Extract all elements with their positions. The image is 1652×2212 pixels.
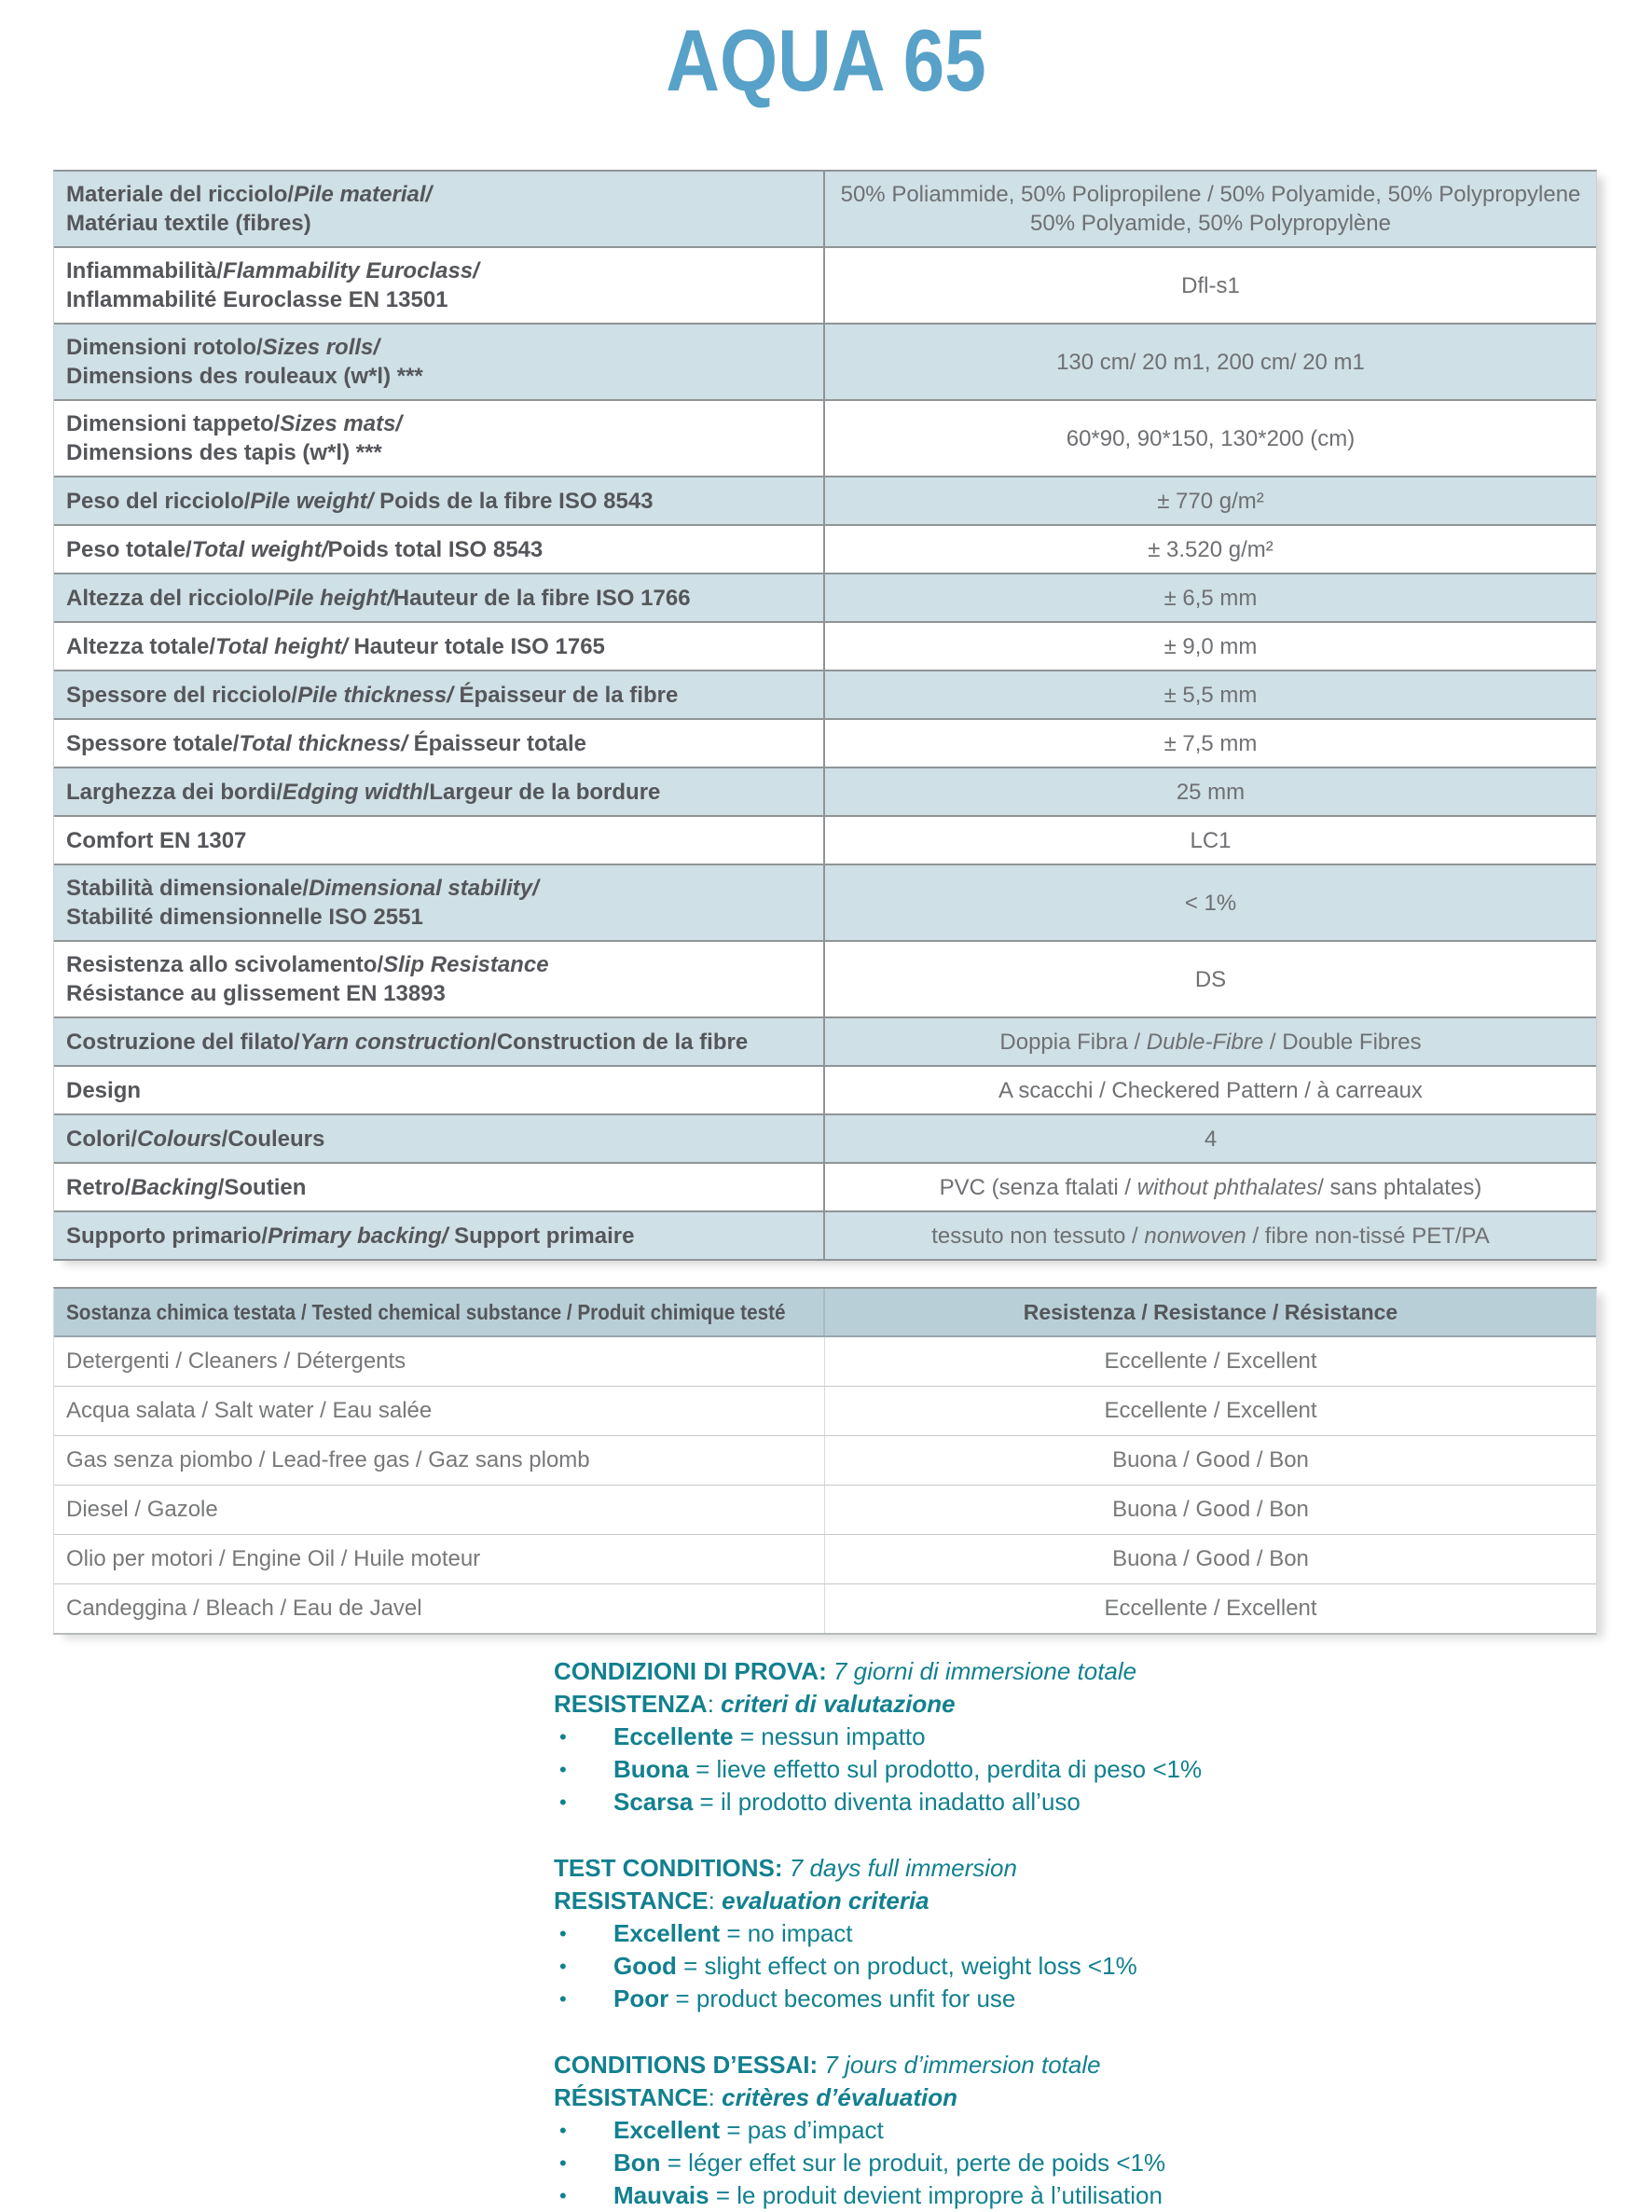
spec-table xyxy=(53,170,1597,1261)
bullet-term: Excellent xyxy=(613,1919,721,1947)
spec-row xyxy=(54,815,1596,864)
spec-row-value xyxy=(825,817,1596,864)
spec-row-value-text: tessuto non tessuto / nonwoven / fibre non-tissé PET/PA xyxy=(931,1223,1490,1249)
chem-table-body xyxy=(54,1337,1596,1633)
bullet-dot-icon: • xyxy=(559,1922,567,1945)
bullet-term: Poor xyxy=(613,1984,669,2012)
bullet-text xyxy=(613,1721,926,1753)
note-resistance-colon: : xyxy=(708,1887,723,1915)
spec-row-value xyxy=(825,248,1596,323)
bullet-term: Scarsa xyxy=(613,1788,694,1816)
note-resistance-label: RESISTANCE xyxy=(554,1887,709,1915)
bullet-rest: = slight effect on product, weight loss <1% xyxy=(676,1952,1137,1980)
spec-row-label xyxy=(54,623,825,670)
chem-substance-cell: Acqua salata / Salt water / Eau salée xyxy=(54,1387,825,1435)
spec-row-label-text: Costruzione del filato/Yarn construction/Construction de la fibre xyxy=(66,1029,749,1055)
chem-substance-cell: Detergenti / Cleaners / Détergents xyxy=(54,1337,825,1386)
spec-row-value xyxy=(825,1115,1596,1162)
spec-row-value xyxy=(825,526,1596,573)
chem-resistance-cell: Buona / Good / Bon xyxy=(1112,1497,1309,1522)
spec-row-value-text: < 1% xyxy=(1184,890,1237,916)
note-resistance-text xyxy=(722,2083,957,2111)
spec-row xyxy=(54,1016,1596,1065)
spec-row xyxy=(54,573,1596,621)
spec-row-value-text: ± 3.520 g/m² xyxy=(1148,536,1273,562)
spec-row-value xyxy=(825,325,1596,399)
spec-row-value-text: DS xyxy=(1194,966,1227,992)
spec-row-label xyxy=(54,401,825,476)
spec-row-value-text: PVC (senza ftalati / without phthalates/ sans phtalates) xyxy=(939,1174,1482,1200)
spec-row-value xyxy=(825,720,1596,767)
note-resistance-text xyxy=(722,1887,929,1915)
spec-row-value xyxy=(825,574,1596,621)
spec-row-label-text: Supporto primario/Primary backing/ Support primaire xyxy=(66,1223,635,1249)
bullet-dot-icon: • xyxy=(559,1758,567,1781)
spec-row-label xyxy=(54,817,825,864)
note-resistance-text xyxy=(721,1690,955,1718)
bullet-term: Excellent xyxy=(613,2116,721,2144)
chem-header-substance-label: Sostanza chimica testata / Tested chemical substance / Produit chimique testé xyxy=(66,1299,786,1324)
note-conditions-label: TEST CONDITIONS: xyxy=(554,1854,783,1882)
page-title: AQUA 65 xyxy=(666,11,986,109)
spec-row-label-text: Materiale del ricciolo/Pile material/ Matériau textile (fibres) xyxy=(66,182,433,236)
spec-row-label-text: Peso del ricciolo/Pile weight/ Poids de la fibre ISO 8543 xyxy=(66,488,654,514)
note-block xyxy=(554,1655,1652,1818)
chem-row xyxy=(54,1534,1596,1583)
bullet-rest: = nessun impatto xyxy=(733,1722,926,1750)
spec-row-label xyxy=(54,720,825,767)
spec-row-label-text: Spessore totale/Total thickness/ Épaisseur totale xyxy=(66,730,586,756)
bullet-term: Buona xyxy=(613,1755,689,1783)
spec-row-label-text: Altezza totale/Total height/ Hauteur totale ISO 1765 xyxy=(66,633,605,659)
chem-header-resistance: Resistenza / Resistance / Résistance xyxy=(1023,1299,1398,1324)
note-conditions-label: CONDIZIONI DI PROVA: xyxy=(554,1657,827,1685)
note-resistance-colon: : xyxy=(708,2083,723,2111)
note-conditions-line xyxy=(554,1852,1652,1885)
spec-row-value xyxy=(825,623,1596,670)
spec-row xyxy=(54,718,1596,767)
note-conditions-text: 7 giorni di immersione totale xyxy=(826,1657,1137,1685)
spec-row-label xyxy=(54,248,825,323)
spec-row xyxy=(54,940,1596,1016)
chem-row xyxy=(54,1583,1596,1633)
spec-row-value-text: 4 xyxy=(1204,1126,1218,1152)
bullet-dot-icon: • xyxy=(559,1955,567,1978)
bullet-rest: = léger effet sur le produit, perte de poids <1% xyxy=(660,2149,1166,2177)
spec-row-label xyxy=(54,325,825,399)
note-conditions-label: CONDITIONS D’ESSAI: xyxy=(554,2051,819,2079)
spec-row-label-text: Comfort EN 1307 xyxy=(66,827,247,853)
spec-row xyxy=(54,670,1596,718)
bullet-text xyxy=(613,1917,853,1950)
note-bullet xyxy=(554,2114,1652,2147)
note-resistance-text-italic: criteri di valutazione xyxy=(721,1690,956,1718)
note-bullet xyxy=(554,2179,1652,2212)
spec-row-value-text: Dfl-s1 xyxy=(1181,272,1240,298)
bullet-text xyxy=(613,1950,1137,1983)
note-resistance-line xyxy=(554,2081,1652,2114)
bullet-rest: = no impact xyxy=(720,1919,853,1947)
spec-row-label xyxy=(54,1067,825,1113)
bullet-term: Eccellente xyxy=(613,1722,734,1750)
spec-row-label-text: Dimensioni rotolo/Sizes rolls/ Dimensions des rouleaux (w*l) *** xyxy=(66,335,423,389)
spec-row-value-text: ± 770 g/m² xyxy=(1157,488,1264,514)
spec-row-label-text: Stabilità dimensionale/Dimensional stability/ Stabilité dimensionnelle ISO 2551 xyxy=(66,876,539,930)
spec-row-label xyxy=(54,1115,825,1162)
spec-row-label-text: Infiammabilità/Flammability Euroclass/ Inflammabilité Euroclasse EN 13501 xyxy=(66,258,479,312)
spec-row-value-text: 25 mm xyxy=(1176,779,1246,805)
spec-row-value-text: ± 5,5 mm xyxy=(1163,682,1258,708)
spec-row xyxy=(54,1162,1596,1210)
spec-row-label xyxy=(54,1018,825,1065)
chem-substance-cell: Diesel / Gazole xyxy=(54,1486,825,1534)
spec-row-value xyxy=(825,1164,1596,1210)
spec-row-label xyxy=(54,671,825,718)
note-bullet xyxy=(554,1721,1652,1753)
bullet-term: Mauvais xyxy=(613,2181,709,2209)
spec-row-label-text: Colori/Colours/Couleurs xyxy=(66,1126,325,1152)
spec-row-label xyxy=(54,942,825,1016)
spec-row-label-text: Design xyxy=(66,1077,142,1103)
note-resistance-label: RÉSISTANCE xyxy=(554,2083,709,2111)
chem-resistance-cell: Buona / Good / Bon xyxy=(1112,1546,1309,1571)
spec-row-label-text: Dimensioni tappeto/Sizes mats/ Dimensions des tapis (w*l) *** xyxy=(66,411,403,465)
page-header xyxy=(0,0,1652,119)
note-resistance-label: RESISTENZA xyxy=(554,1690,708,1718)
note-block xyxy=(554,1852,1652,2015)
spec-row-value xyxy=(825,477,1596,524)
spec-row-label xyxy=(54,1164,825,1210)
bullet-dot-icon: • xyxy=(559,2151,567,2175)
spec-row-label xyxy=(54,574,825,621)
spec-row-label xyxy=(54,1212,825,1259)
spec-row xyxy=(54,524,1596,573)
bullet-term: Good xyxy=(613,1952,677,1980)
spec-row-label-text: Spessore del ricciolo/Pile thickness/ Épaisseur de la fibre xyxy=(66,682,679,708)
spec-row-value xyxy=(825,671,1596,718)
note-bullet xyxy=(554,1983,1652,2015)
chem-resistance-cell: Buona / Good / Bon xyxy=(1112,1447,1309,1472)
chem-table-header-row xyxy=(54,1289,1596,1337)
note-bullet xyxy=(554,1753,1652,1786)
chem-row xyxy=(54,1435,1596,1485)
spec-row xyxy=(54,621,1596,670)
spec-row xyxy=(54,767,1596,815)
spec-row xyxy=(54,864,1596,940)
spec-row-value-text: Doppia Fibra / Duble-Fibre / Double Fibres xyxy=(999,1029,1422,1055)
spec-row-value-text: A scacchi / Checkered Pattern / à carreaux xyxy=(998,1077,1423,1103)
note-resistance-colon: : xyxy=(707,1690,722,1718)
bullet-text xyxy=(613,1983,1015,2015)
spec-row-value xyxy=(825,768,1596,815)
chem-header-substance xyxy=(54,1289,825,1335)
spec-row xyxy=(54,1113,1596,1162)
spec-row-label-text: Peso totale/Total weight/Poids total ISO 8543 xyxy=(66,536,544,562)
bullet-rest: = il prodotto diventa inadatto all’uso xyxy=(693,1788,1081,1816)
bullet-dot-icon: • xyxy=(559,1987,567,2011)
note-bullet xyxy=(554,2147,1652,2179)
bullet-rest: = le produit devient impropre à l’utilisation xyxy=(709,2181,1163,2209)
spec-row-value-text: ± 9,0 mm xyxy=(1163,633,1258,659)
spec-row-label-text: Altezza del ricciolo/Pile height/Hauteur de la fibre ISO 1766 xyxy=(66,585,691,611)
bullet-dot-icon: • xyxy=(559,2184,567,2207)
bullet-rest: = pas d’impact xyxy=(720,2116,884,2144)
spec-row-label-text: Resistenza allo scivolamento/Slip Resistance Résistance au glissement EN 13893 xyxy=(66,952,549,1006)
spec-row-value-text: ± 7,5 mm xyxy=(1163,730,1258,756)
bullet-text xyxy=(613,2179,1163,2212)
spec-row-value xyxy=(825,401,1596,476)
spec-row xyxy=(54,246,1596,323)
spec-row-value-text: 50% Poliammide, 50% Polipropilene / 50% Polyamide, 50% Polypropylene 50% Polyamide, 50% Polypropylène xyxy=(840,182,1581,236)
chem-substance-cell: Candeggina / Bleach / Eau de Javel xyxy=(54,1584,825,1633)
bullet-dot-icon: • xyxy=(559,1725,567,1749)
note-bullet xyxy=(554,1950,1652,1983)
spec-table-body xyxy=(54,172,1596,1259)
note-bullet xyxy=(554,1786,1652,1818)
bullet-text xyxy=(613,1753,1202,1786)
bullet-dot-icon: • xyxy=(559,1790,567,1814)
spec-row xyxy=(54,399,1596,476)
chem-row xyxy=(54,1386,1596,1435)
spec-row-value xyxy=(825,865,1596,940)
spec-row-label xyxy=(54,526,825,573)
chemical-resistance-table xyxy=(53,1287,1597,1635)
spec-row xyxy=(54,1065,1596,1113)
chem-row xyxy=(54,1485,1596,1534)
spec-row-value-text: ± 6,5 mm xyxy=(1163,585,1258,611)
spec-row xyxy=(54,476,1596,524)
bullet-text xyxy=(613,2114,884,2147)
spec-row-value xyxy=(825,1018,1596,1065)
test-conditions-notes xyxy=(554,1655,1652,2212)
note-conditions-text: 7 jours d’immersion totale xyxy=(818,2051,1101,2079)
spec-row-value-text: LC1 xyxy=(1190,827,1232,853)
spec-row xyxy=(54,323,1596,399)
spec-row-label-text: Larghezza dei bordi/Edging width/Largeur de la bordure xyxy=(66,779,661,805)
bullet-text xyxy=(613,1786,1081,1818)
spec-row-label xyxy=(54,768,825,815)
chem-resistance-cell: Eccellente / Excellent xyxy=(1104,1348,1317,1374)
note-resistance-text-italic: evaluation criteria xyxy=(722,1887,929,1915)
note-conditions-text: 7 days full immersion xyxy=(782,1854,1017,1882)
spec-row-value-text: 60*90, 90*150, 130*200 (cm) xyxy=(1066,425,1356,451)
spec-row xyxy=(54,172,1596,246)
note-bullet xyxy=(554,1917,1652,1950)
bullet-rest: = product becomes unfit for use xyxy=(668,1984,1016,2012)
spec-row-value xyxy=(825,942,1596,1016)
note-conditions-line xyxy=(554,2049,1652,2081)
bullet-rest: = lieve effetto sul prodotto, perdita di peso <1% xyxy=(688,1755,1203,1783)
spec-row-label-text: Retro/Backing/Soutien xyxy=(66,1174,307,1200)
chem-resistance-cell: Eccellente / Excellent xyxy=(1104,1596,1317,1621)
note-resistance-line xyxy=(554,1688,1652,1721)
spec-row-label xyxy=(54,172,825,246)
bullet-dot-icon: • xyxy=(559,2119,567,2142)
chem-resistance-cell: Eccellente / Excellent xyxy=(1104,1398,1317,1423)
bullet-term: Bon xyxy=(613,2149,661,2177)
spec-row-value xyxy=(825,172,1596,246)
note-conditions-line xyxy=(554,1655,1652,1688)
note-resistance-line xyxy=(554,1885,1652,1917)
spec-row-label xyxy=(54,865,825,940)
spec-row-label xyxy=(54,477,825,524)
spec-row-value xyxy=(825,1212,1596,1259)
spec-row-value-text: 130 cm/ 20 m1, 200 cm/ 20 m1 xyxy=(1056,349,1365,375)
chem-substance-cell: Gas senza piombo / Lead-free gas / Gaz sans plomb xyxy=(54,1436,825,1485)
chem-substance-cell: Olio per motori / Engine Oil / Huile moteur xyxy=(54,1535,825,1583)
bullet-text xyxy=(613,2147,1165,2179)
note-resistance-text-italic: critères d’évaluation xyxy=(722,2083,957,2111)
spec-row-value xyxy=(825,1067,1596,1113)
note-block xyxy=(554,2049,1652,2212)
spec-row xyxy=(54,1210,1596,1259)
chem-row xyxy=(54,1337,1596,1386)
